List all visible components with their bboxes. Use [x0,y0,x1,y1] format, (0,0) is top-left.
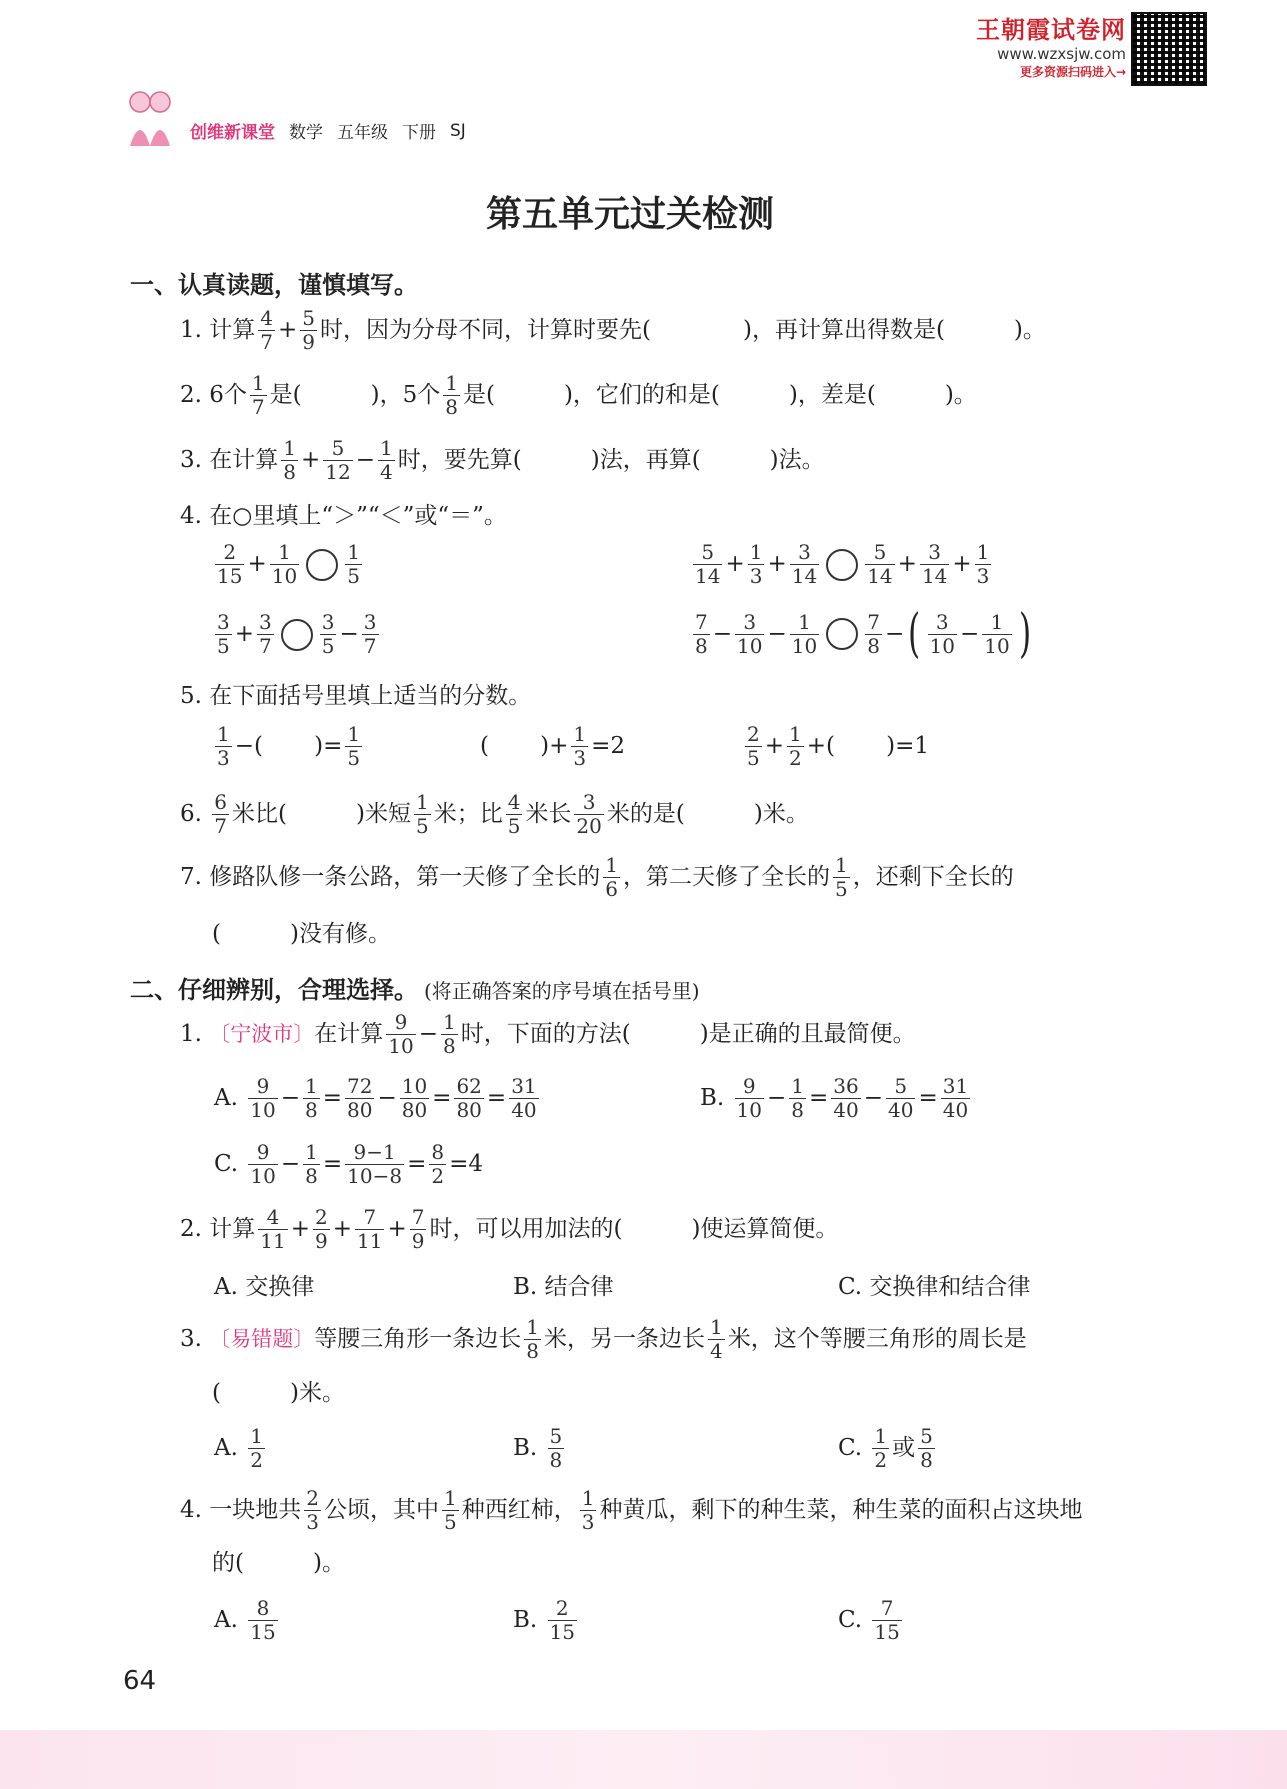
fraction: $\frac{5}{8}$ [920,1424,933,1472]
question-number: 3. [180,1326,202,1352]
compare-circle[interactable] [306,549,338,581]
s2-q3-option-a[interactable] [214,1426,268,1471]
question-text: 是( )，它们的和是( )，差是( )。 [462,382,977,408]
s2-q4-option-b[interactable] [513,1598,580,1643]
fraction: $\frac{9}{10}$ [250,1074,276,1122]
question-text: 米；比 [433,801,503,827]
fraction: $\frac{2}{9}$ [315,1205,328,1253]
question-number: 2. [180,382,202,408]
option-label: A. [214,1435,238,1461]
fraction: $\frac{7}{15}$ [874,1596,900,1644]
fraction: $\frac{2}{3}$ [306,1486,319,1534]
fraction: $\frac{1}{10}$ [271,540,298,588]
fraction: $\frac{1}{3}$ [573,722,587,770]
compare-row-2-right: $\frac{7}{8}$ − $\frac{3}{10}$ − $\frac{1}{10}$ $\frac{7}{8}$ − ( $\frac{3}{10}$ − $\frac{1}{10}$ ) [695,604,1031,664]
question-text: 种黄瓜，剩下的种生菜，种生菜的面积占这块地 [599,1497,1083,1523]
option-label: B. [513,1607,538,1633]
fraction: $\frac{4}{11}$ [260,1205,286,1253]
fraction: $\frac{5}{9}$ [302,306,316,354]
question-number: 4. [180,503,202,529]
fraction: $\frac{9}{10}$ [250,1140,276,1188]
s2-question-4 [180,1488,1082,1533]
book-volume: 下册 [402,123,436,143]
question-text: ，还剩下全长的 [852,864,1014,890]
fraction: $\frac{7}{8}$ [695,609,708,658]
question-text: 在计算 [209,447,279,473]
s2-q3-option-b[interactable] [513,1426,567,1471]
question-text: 时，可以用加法的( )使运算简便。 [429,1216,839,1242]
s2-q2-option-c[interactable]: C. 交换律和结合律 [838,1274,1031,1300]
fraction: $\frac{1}{5}$ [347,722,361,770]
s2-q1-option-c[interactable]: C. $\frac{9}{10}$ − $\frac{1}{8}$ = $\frac{9-1}{10-8}$ = $\frac{8}{2}$ =4 [214,1140,484,1188]
fraction: $\frac{5}{14}$ [867,540,893,588]
question-number: 3. [180,447,202,473]
s2-question-4-cont: 的( )。 [212,1550,345,1576]
book-edition: SJ [450,120,466,141]
question-text: 在计算 [314,1021,384,1047]
fraction: $\frac{1}{3}$ [217,722,230,770]
fraction: $\frac{3}{20}$ [576,790,602,838]
section1-heading: 一、认真读题，谨慎填写。 [130,271,418,299]
compare-circle[interactable] [826,549,858,581]
question-text: 种西红柿， [461,1497,577,1523]
question-number: 5. [180,683,202,709]
book-subject: 数学 [289,123,323,143]
compare-circle[interactable] [281,619,313,651]
question-text: 计算 [209,1216,256,1242]
fraction: $\frac{1}{3}$ [581,1486,595,1534]
fraction: $\frac{5}{8}$ [549,1424,563,1472]
fraction: $\frac{1}{7}$ [251,371,265,419]
s2-q1-option-a[interactable]: A. $\frac{9}{10}$ − $\frac{1}{8}$ = $\frac{72}{80}$ − $\frac{10}{80}$ = $\frac{62}{80}$ = $\frac{31}{40}$ [214,1074,537,1122]
source-tag: 〔易错题〕 [209,1327,315,1351]
section2-heading-note: (将正确答案的序号填在括号里) [424,979,700,1003]
fraction: $\frac{1}{3}$ [976,540,990,588]
page-title: 第五单元过关检测 [485,194,774,235]
fraction: $\frac{3}{7}$ [363,610,377,658]
fraction: $\frac{1}{8}$ [791,1074,804,1122]
fraction: $\frac{3}{10}$ [929,609,955,658]
s1-question-5 [180,685,531,708]
s2-q4-option-c[interactable] [838,1598,905,1643]
question-text: ，第二天修了全长的 [623,864,830,890]
fraction: $\frac{3}{7}$ [259,610,272,658]
fraction: $\frac{10}{80}$ [401,1074,428,1122]
question-number: 1. [180,1021,202,1047]
fraction: $\frac{1}{5}$ [444,1486,457,1534]
option-label: A. [214,1607,238,1633]
s2-q1-option-b[interactable]: B. $\frac{9}{10}$ − $\frac{1}{8}$ = $\frac{36}{40}$ − $\frac{5}{40}$ = $\frac{31}{40}$ [700,1074,969,1122]
qr-code-icon [1131,12,1207,86]
fraction: $\frac{5}{14}$ [695,540,721,588]
section2-heading-row [130,970,700,1005]
fraction: $\frac{31}{40}$ [942,1074,969,1122]
book-grade: 五年级 [337,123,388,143]
fraction: $\frac{4}{7}$ [260,306,273,354]
fraction: $\frac{1}{5}$ [347,540,360,588]
fill-row-5a: $\frac{1}{3}$ −( )= $\frac{1}{5}$ [217,722,361,770]
fraction: $\frac{8}{15}$ [250,1596,276,1644]
question-text: 是( )，5个 [269,382,441,408]
fraction: $\frac{1}{8}$ [283,436,296,484]
fraction: $\frac{1}{3}$ [749,540,763,588]
question-text: 米比( )米短 [232,801,411,827]
fraction: $\frac{1}{2}$ [789,722,802,770]
fraction: $\frac{1}{4}$ [380,436,393,484]
fraction: $\frac{5}{12}$ [325,436,351,484]
s2-question-1: 1. 〔宁波市〕 在计算 $\frac{9}{10}$ − $\frac{1}{8}$ 时，下面的方法( )是正确的且最简便。 [180,1010,916,1058]
book-header [190,118,466,143]
fraction: $\frac{7}{9}$ [411,1205,425,1253]
footer-band [0,1730,1287,1789]
left-paren: ( [908,604,921,664]
fill-row-5b: ( )+ $\frac{1}{3}$ =2 [480,722,626,770]
fraction: $\frac{3}{5}$ [321,610,335,658]
compare-row-2-left: $\frac{3}{5}$ + $\frac{3}{7}$ $\frac{3}{5}$ − $\frac{3}{7}$ [217,610,377,658]
question-text: 修路队修一条公路，第一天修了全长的 [209,864,601,890]
option-label: B. [700,1085,725,1111]
fraction: $\frac{7}{8}$ [867,609,880,658]
question-number: 4. [180,1497,202,1523]
s2-q3-option-c[interactable] [838,1426,938,1471]
question-text: 时，因为分母不同，计算时要先( )，再计算出得数是( )。 [320,317,1046,343]
watermark-brand: 王朝霞试卷网 [976,16,1126,44]
book-series: 创维新课堂 [190,123,275,143]
option-text: 或 [892,1435,916,1461]
fraction: $\frac{8}{2}$ [431,1140,445,1188]
s2-q2-option-b[interactable]: B. 结合律 [513,1274,614,1300]
s2-question-2: 2. 计算 $\frac{4}{11}$ + $\frac{2}{9}$ + $\frac{7}{11}$ + $\frac{7}{9}$ 时，可以用加法的( )使运算简便。 [180,1205,839,1253]
fraction: $\frac{1}{8}$ [526,1315,539,1363]
question-number: 2. [180,1216,202,1242]
watermark-url: www.wzxsjw.com [997,45,1126,63]
fraction: $\frac{72}{80}$ [346,1074,373,1122]
fraction: $\frac{7}{11}$ [357,1205,383,1253]
s2-q4-option-a[interactable] [214,1598,281,1643]
option-label: C. [838,1607,863,1633]
fraction: $\frac{1}{4}$ [710,1315,723,1363]
page-number: 64 [123,1666,157,1696]
s1-question-3: 3. 在计算 $\frac{1}{8}$ + $\frac{5}{12}$ − $\frac{1}{4}$ 时，要先算( )法，再算( )法。 [180,436,825,484]
fraction: $\frac{2}{15}$ [549,1596,575,1644]
question-text: 计算 [209,317,256,343]
question-number: 6. [180,801,202,827]
question-text: 公顷，其中 [324,1497,439,1523]
watermark-hint: 更多资源扫码进入→ [1019,65,1126,79]
fraction: $\frac{2}{5}$ [747,722,760,770]
question-text: 时，下面的方法( )是正确的且最简便。 [460,1021,916,1047]
question-text: 米，这个等腰三角形的周长是 [727,1326,1027,1352]
option-label: C. [214,1151,239,1177]
question-number: 1. [180,317,202,343]
option-label: B. [513,1435,538,1461]
fraction: $\frac{1}{2}$ [250,1424,263,1472]
s1-question-4 [180,505,507,528]
fraction: $\frac{9-1}{10-8}$ [347,1140,403,1188]
option-label: C. [838,1435,863,1461]
question-text: 6个 [209,382,247,408]
fraction: $\frac{6}{7}$ [214,790,227,838]
question-number: 7. [180,864,202,890]
fraction: $\frac{1}{8}$ [304,1074,318,1122]
fraction: $\frac{1}{8}$ [445,371,458,419]
fraction: $\frac{1}{8}$ [443,1010,456,1058]
compare-row-1-left: $\frac{2}{15}$ + $\frac{1}{10}$ $\frac{1}{5}$ [217,540,360,588]
fraction: $\frac{9}{10}$ [388,1010,414,1058]
s2-q2-option-a[interactable]: A. 交换律 [214,1274,315,1300]
fraction: $\frac{5}{40}$ [888,1074,914,1122]
fraction: $\frac{31}{40}$ [511,1074,537,1122]
question-text: 在○里填上“＞”“＜”或“＝”。 [209,503,507,529]
s2-question-3 [180,1317,1027,1362]
fraction: $\frac{3}{14}$ [921,540,948,588]
question-text: 米的是( )米。 [606,801,809,827]
fraction: $\frac{3}{10}$ [737,609,763,658]
question-text: 米长 [525,801,572,827]
fraction: $\frac{2}{15}$ [217,540,243,588]
question-text: 一块地共 [209,1497,302,1523]
fraction: $\frac{9}{10}$ [736,1074,762,1122]
s1-question-7 [180,855,1014,900]
fraction: $\frac{1}{6}$ [605,853,618,901]
watermark-block [960,10,1126,80]
kids-logo-icon [125,88,175,150]
option-label: A. [214,1085,238,1111]
s1-question-7-cont: ( )没有修。 [212,921,391,947]
fraction: $\frac{1}{5}$ [835,853,848,901]
s2-question-3-cont: ( )米。 [212,1380,345,1406]
compare-circle[interactable] [826,618,858,650]
question-text: 在下面括号里填上适当的分数。 [209,683,532,709]
compare-row-1-right: $\frac{5}{14}$ + $\frac{1}{3}$ + $\frac{3}{14}$ $\frac{5}{14}$ + $\frac{3}{14}$ + $\frac{1}{3}$ [695,540,990,588]
fraction: $\frac{1}{8}$ [305,1140,318,1188]
question-text: 米，另一条边长 [544,1326,705,1352]
source-tag: 〔宁波市〕 [209,1022,315,1046]
fraction: $\frac{3}{5}$ [217,610,230,658]
question-text: 时，要先算( )法，再算( )法。 [397,447,825,473]
s1-question-2 [180,373,977,418]
fill-row-5c: $\frac{2}{5}$ + $\frac{1}{2}$ +( )=1 [747,722,930,770]
fraction: $\frac{1}{5}$ [415,790,429,838]
fraction: $\frac{1}{10}$ [791,609,818,658]
fraction: $\frac{4}{5}$ [507,790,521,838]
fraction: $\frac{3}{14}$ [791,540,818,588]
fraction: $\frac{36}{40}$ [833,1074,859,1122]
s1-question-6 [180,792,809,837]
section2-heading: 二、仔细辨别，合理选择。 [130,976,418,1004]
fraction: $\frac{1}{10}$ [984,609,1010,658]
fraction: $\frac{62}{80}$ [456,1074,482,1122]
question-text: 等腰三角形一条边长 [314,1326,522,1352]
fraction: $\frac{1}{2}$ [874,1424,888,1472]
right-paren: ) [1018,604,1031,664]
s1-question-1: 1. 计算 $\frac{4}{7}$ + $\frac{5}{9}$ 时，因为分母不同，计算时要先( )，再计算出得数是( )。 [180,306,1046,354]
